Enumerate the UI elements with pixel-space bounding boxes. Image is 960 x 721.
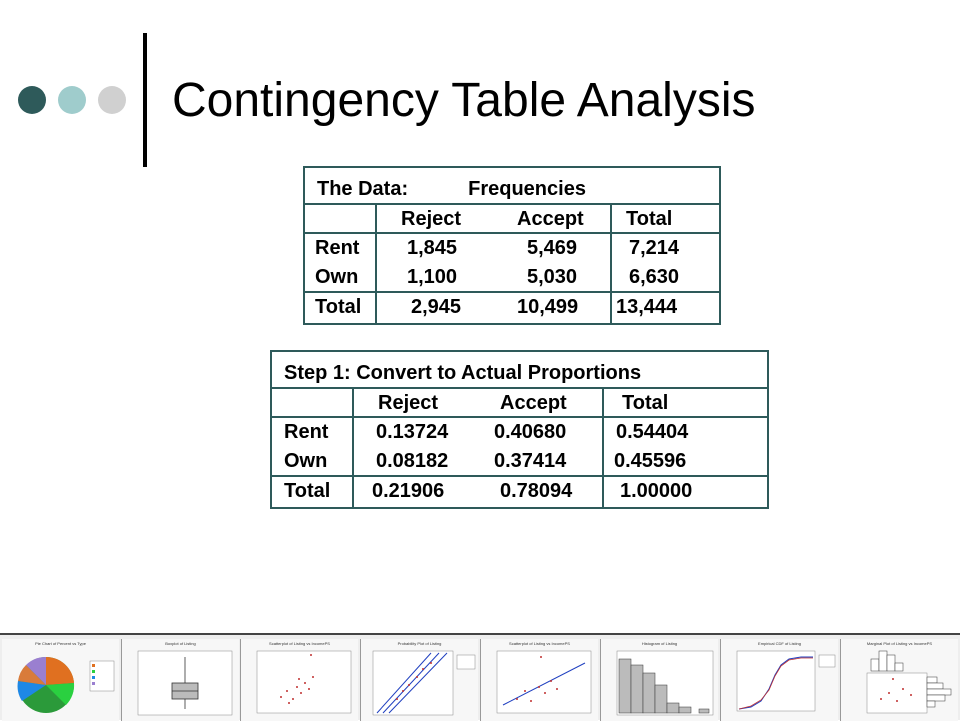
table1-cell: 1,100 (407, 266, 458, 288)
thumbnail-title: Histogram of Listing (641, 641, 678, 646)
thumbnail-title: Probability Plot of Listing (397, 641, 442, 646)
table1-cell: 7,214 (629, 237, 680, 259)
thumbnail-marginal-plot (840, 639, 958, 721)
table1-caption-right: Frequencies (468, 178, 586, 200)
thumbnail-pie-chart (2, 639, 119, 721)
table1-row-label: Own (315, 266, 359, 288)
table1-divider-label (375, 203, 377, 325)
table2-header-rule (272, 416, 767, 418)
thumbnail-title: Scatterplot of Listing vs IncomePS (509, 641, 570, 646)
thumbnail-title: Boxplot of Listing (165, 641, 196, 646)
thumbnail-scatterplot-fit (480, 639, 598, 721)
empirical-cdf-icon (721, 639, 839, 721)
proportions-table (270, 350, 769, 509)
table1-header-reject: Reject (401, 208, 462, 230)
table1-header-total: Total (626, 208, 673, 230)
histogram-icon (601, 639, 719, 721)
thumbnail-title: Marginal Plot of Listing vs IncomePS (866, 641, 933, 646)
dot-dark (18, 86, 46, 114)
pie-chart-icon (2, 639, 119, 721)
table1-row-label: Total (315, 296, 362, 318)
table1-cell: 13,444 (616, 296, 678, 318)
thumbnail-scatterplot (240, 639, 358, 721)
table1-cell: 2,945 (411, 296, 462, 318)
probability-plot-icon (361, 639, 479, 721)
thumbnail-boxplot (121, 639, 239, 721)
table2-header-accept: Accept (500, 392, 567, 414)
slide-title: Contingency Table Analysis (172, 74, 756, 127)
table2-header-reject: Reject (378, 392, 439, 414)
table1-row-label: Rent (315, 237, 360, 259)
table2-divider-total (602, 387, 604, 509)
frequencies-table (303, 166, 721, 325)
table2-row-label: Rent (284, 421, 329, 443)
table1-caption (317, 178, 586, 201)
table2-cell: 0.37414 (494, 450, 567, 472)
table1-cell: 6,630 (629, 266, 680, 288)
table2-row-label: Total (284, 480, 331, 502)
table1-header-rule (305, 232, 719, 234)
table1-caption-rule (305, 203, 719, 205)
table2-total-rule (272, 475, 767, 477)
table1-header-accept: Accept (517, 208, 584, 230)
table2-cell: 0.13724 (376, 421, 449, 443)
table2-caption: Step 1: Convert to Actual Proportions (284, 362, 642, 384)
table2-caption-rule (272, 387, 767, 389)
title-divider (143, 33, 147, 167)
table2-cell: 0.45596 (614, 450, 687, 472)
thumbnail-probability-plot (360, 639, 478, 721)
dot-gray (98, 86, 126, 114)
marginal-plot-icon (841, 639, 959, 721)
table1-cell: 10,499 (517, 296, 579, 318)
table2-divider-label (352, 387, 354, 509)
table2-row-label: Own (284, 450, 328, 472)
table1-cell: 5,030 (527, 266, 578, 288)
chart-thumbnail-strip (0, 633, 960, 720)
thumbnail-empirical-cdf (720, 639, 838, 721)
dot-light (58, 86, 86, 114)
table1-cell: 1,845 (407, 237, 458, 259)
table1-divider-total (610, 203, 612, 325)
table1-total-rule (305, 291, 719, 293)
table2-cell: 1.00000 (620, 480, 693, 502)
table2-cell: 0.78094 (500, 480, 573, 502)
scatterplot-fit-icon (481, 639, 599, 721)
thumbnail-histogram (600, 639, 718, 721)
table1-caption-left: The Data: (317, 178, 409, 200)
table2-cell: 0.40680 (494, 421, 567, 443)
thumbnail-title: Empirical CDF of Listing (758, 641, 801, 646)
boxplot-icon (122, 639, 240, 721)
table1-cell: 5,469 (527, 237, 578, 259)
scatterplot-icon (241, 639, 359, 721)
thumbnail-title: Scatterplot of Listing vs IncomePS (269, 641, 330, 646)
table2-header-total: Total (622, 392, 669, 414)
table2-cell: 0.54404 (616, 421, 689, 443)
table2-cell: 0.08182 (376, 450, 449, 472)
table2-cell: 0.21906 (372, 480, 445, 502)
thumbnail-title: Pie Chart of Percent vs Type (35, 641, 86, 646)
